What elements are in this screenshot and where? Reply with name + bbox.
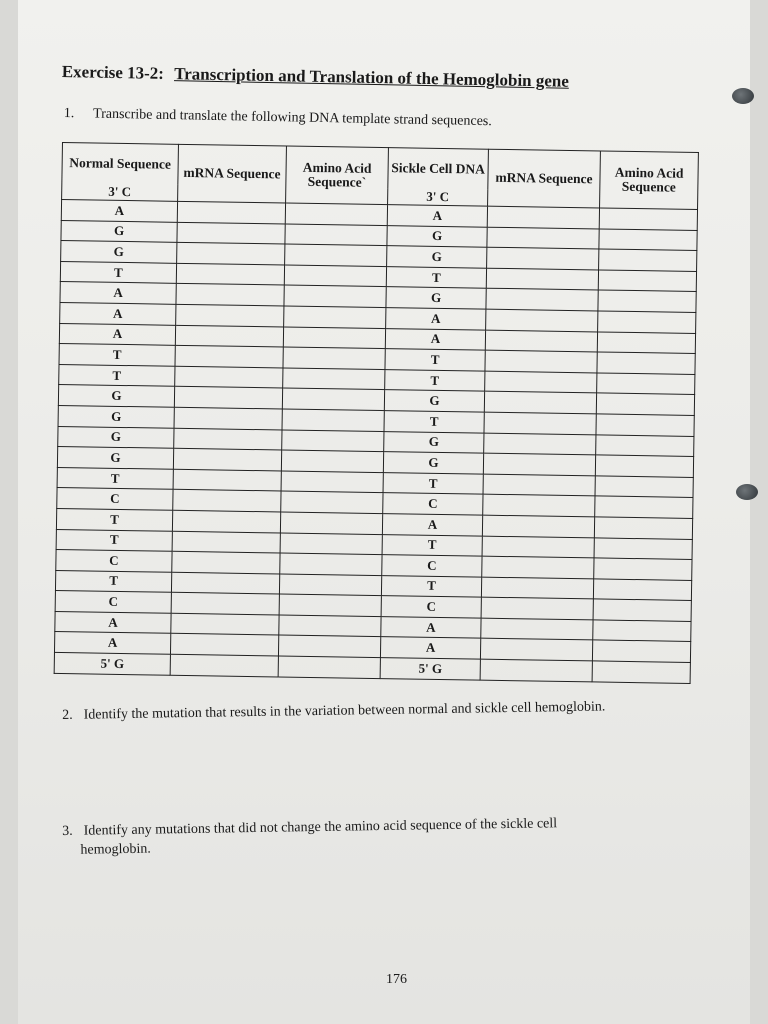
mrna-2-cell[interactable] (487, 206, 599, 228)
mrna-2-cell[interactable] (482, 536, 594, 558)
question-2 (62, 695, 742, 725)
amino-acid-2-cell[interactable] (592, 661, 690, 683)
amino-acid-1-cell[interactable] (284, 306, 386, 328)
mrna-2-cell[interactable] (481, 618, 593, 640)
mrna-1-cell[interactable] (173, 469, 281, 491)
mrna-2-cell[interactable] (487, 247, 599, 269)
normal-base-cell: G (61, 220, 177, 242)
amino-acid-2-cell[interactable] (597, 352, 695, 374)
mrna-2-cell[interactable] (481, 577, 593, 599)
exercise-heading (62, 62, 662, 94)
amino-acid-1-cell[interactable] (285, 203, 387, 225)
mrna-2-cell[interactable] (484, 392, 596, 414)
normal-base-cell: A (55, 611, 171, 633)
normal-base-cell: G (58, 385, 174, 407)
exercise-number: Exercise 13-2: (61, 62, 165, 83)
sickle-base-cell: A (381, 616, 481, 638)
normal-base-cell: A (54, 632, 170, 654)
amino-acid-2-cell[interactable] (596, 393, 694, 415)
sequence-table (54, 142, 699, 684)
question-3 (62, 812, 703, 860)
mrna-2-cell[interactable] (486, 309, 598, 331)
instruction-number: 1. (63, 106, 75, 122)
binder-ring-icon (732, 88, 754, 104)
question-3-text-line2: hemoglobin. (80, 841, 151, 858)
mrna-1-cell[interactable] (176, 304, 284, 326)
mrna-2-cell[interactable] (482, 515, 594, 537)
page-number: 176 (386, 972, 407, 987)
amino-acid-2-cell[interactable] (595, 476, 693, 498)
question-2-number: 2. (62, 707, 73, 723)
header-amino-acid-sequence-2: Amino Acid Sequence (600, 151, 699, 210)
mrna-2-cell[interactable] (485, 371, 597, 393)
amino-acid-1-cell[interactable] (279, 574, 381, 596)
mrna-2-cell[interactable] (483, 474, 595, 496)
exercise-title: Transcription and Translation of the Hemoglobin gene (173, 64, 570, 91)
worksheet-page (18, 0, 750, 1024)
header-normal-3prime: 3' C (62, 183, 178, 201)
amino-acid-1-cell[interactable] (282, 388, 384, 410)
normal-base-cell: 5' G (54, 653, 170, 675)
amino-acid-1-cell[interactable] (284, 285, 386, 307)
sickle-base-cell: G (384, 390, 484, 412)
amino-acid-1-cell[interactable] (283, 347, 385, 369)
sickle-base-cell: C (382, 555, 482, 577)
sickle-base-cell: T (382, 534, 482, 556)
mrna-1-cell[interactable] (177, 201, 285, 223)
amino-acid-2-cell[interactable] (597, 373, 695, 395)
amino-acid-1-cell[interactable] (285, 244, 387, 266)
sickle-base-cell: A (387, 205, 487, 227)
mrna-2-cell[interactable] (483, 453, 595, 475)
amino-acid-2-cell[interactable] (596, 434, 694, 456)
mrna-1-cell[interactable] (170, 634, 278, 656)
amino-acid-1-cell[interactable] (280, 532, 382, 554)
amino-acid-2-cell[interactable] (597, 331, 695, 353)
mrna-1-cell[interactable] (171, 613, 279, 635)
amino-acid-2-cell[interactable] (593, 599, 691, 621)
mrna-1-cell[interactable] (176, 284, 284, 306)
amino-acid-2-cell[interactable] (599, 229, 697, 251)
normal-base-cell: C (55, 591, 171, 613)
header-mrna-sequence-2: mRNA Sequence (488, 149, 601, 208)
header-amino-acid-sequence-1: Amino Acid Sequence` (286, 146, 389, 205)
sickle-base-cell: G (383, 452, 483, 474)
mrna-2-cell[interactable] (483, 494, 595, 516)
mrna-1-cell[interactable] (171, 572, 279, 594)
question-3-number: 3. (62, 823, 73, 839)
normal-base-cell: T (55, 570, 171, 592)
mrna-2-cell[interactable] (486, 289, 598, 311)
sickle-base-cell: G (384, 431, 484, 453)
header-sickle-cell-dna: Sickle Cell DNA (388, 148, 489, 190)
normal-base-cell: C (57, 488, 173, 510)
mrna-1-cell[interactable] (173, 448, 281, 470)
header-normal-sequence: Normal Sequence (62, 143, 179, 185)
amino-acid-2-cell[interactable] (598, 290, 696, 312)
amino-acid-1-cell[interactable] (279, 615, 381, 637)
amino-acid-2-cell[interactable] (593, 579, 691, 601)
amino-acid-1-cell[interactable] (281, 471, 383, 493)
mrna-2-cell[interactable] (485, 330, 597, 352)
mrna-2-cell[interactable] (484, 412, 596, 434)
normal-base-cell: T (57, 467, 173, 489)
amino-acid-1-cell[interactable] (279, 594, 381, 616)
mrna-2-cell[interactable] (487, 227, 599, 249)
mrna-1-cell[interactable] (173, 490, 281, 512)
amino-acid-2-cell[interactable] (598, 311, 696, 333)
question-2-text: Identify the mutation that results in the variation between normal and sickle cell hemoglobin. (83, 699, 606, 723)
normal-base-cell: T (59, 344, 175, 366)
amino-acid-2-cell[interactable] (594, 558, 692, 580)
normal-base-cell: G (58, 405, 174, 427)
amino-acid-1-cell[interactable] (281, 491, 383, 513)
binder-ring-icon (736, 484, 758, 500)
sickle-base-cell: A (385, 328, 485, 350)
sickle-base-cell: T (386, 266, 486, 288)
mrna-1-cell[interactable] (176, 263, 284, 285)
sickle-base-cell: C (383, 493, 483, 515)
normal-base-cell: G (61, 241, 177, 263)
sickle-base-cell: 5' G (380, 658, 480, 680)
normal-base-cell: A (61, 200, 177, 222)
normal-base-cell: T (56, 508, 172, 530)
mrna-2-cell[interactable] (482, 556, 594, 578)
normal-base-cell: A (60, 302, 176, 324)
mrna-1-cell[interactable] (170, 654, 278, 676)
amino-acid-2-cell[interactable] (594, 517, 692, 539)
mrna-2-cell[interactable] (481, 597, 593, 619)
mrna-1-cell[interactable] (171, 593, 279, 615)
normal-base-cell: A (60, 282, 176, 304)
sickle-base-cell: G (387, 246, 487, 268)
amino-acid-1-cell[interactable] (283, 327, 385, 349)
normal-base-cell: A (59, 323, 175, 345)
amino-acid-2-cell[interactable] (593, 620, 691, 642)
amino-acid-1-cell[interactable] (278, 656, 380, 678)
amino-acid-2-cell[interactable] (599, 208, 697, 230)
instruction-line (64, 106, 492, 130)
mrna-2-cell[interactable] (485, 350, 597, 372)
sickle-base-cell: A (386, 308, 486, 330)
sickle-base-cell: T (383, 472, 483, 494)
amino-acid-1-cell[interactable] (285, 224, 387, 246)
amino-acid-2-cell[interactable] (598, 270, 696, 292)
mrna-2-cell[interactable] (480, 639, 592, 661)
mrna-1-cell[interactable] (174, 407, 282, 429)
mrna-1-cell[interactable] (174, 387, 282, 409)
mrna-1-cell[interactable] (177, 243, 285, 265)
mrna-1-cell[interactable] (172, 531, 280, 553)
normal-base-cell: T (60, 261, 176, 283)
amino-acid-1-cell[interactable] (278, 635, 380, 657)
normal-base-cell: T (56, 529, 172, 551)
amino-acid-2-cell[interactable] (595, 496, 693, 518)
sickle-base-cell: G (387, 225, 487, 247)
header-mrna-sequence-1: mRNA Sequence (178, 144, 287, 203)
mrna-2-cell[interactable] (484, 433, 596, 455)
mrna-1-cell[interactable] (174, 428, 282, 450)
sequence-table-wrapper (54, 142, 699, 684)
mrna-1-cell[interactable] (175, 366, 283, 388)
normal-base-cell: T (59, 364, 175, 386)
sickle-base-cell: T (385, 349, 485, 371)
mrna-1-cell[interactable] (172, 510, 280, 532)
mrna-1-cell[interactable] (175, 345, 283, 367)
mrna-2-cell[interactable] (486, 268, 598, 290)
mrna-2-cell[interactable] (480, 659, 592, 681)
header-sickle-3prime: 3' C (388, 188, 488, 206)
normal-base-cell: G (57, 447, 173, 469)
sickle-base-cell: C (381, 596, 481, 618)
amino-acid-1-cell[interactable] (281, 450, 383, 472)
question-3-text-line1: Identify any mutations that did not change the amino acid sequence of the sickle cell (83, 816, 558, 839)
amino-acid-1-cell[interactable] (284, 265, 386, 287)
sickle-base-cell: A (380, 637, 480, 659)
amino-acid-1-cell[interactable] (282, 409, 384, 431)
amino-acid-1-cell[interactable] (282, 430, 384, 452)
amino-acid-1-cell[interactable] (280, 553, 382, 575)
sickle-base-cell: G (386, 287, 486, 309)
instruction-text: Transcribe and translate the following DNA template strand sequences. (92, 106, 492, 130)
sickle-base-cell: A (382, 513, 482, 535)
amino-acid-1-cell[interactable] (283, 368, 385, 390)
amino-acid-2-cell[interactable] (595, 455, 693, 477)
amino-acid-2-cell[interactable] (599, 249, 697, 271)
amino-acid-2-cell[interactable] (592, 640, 690, 662)
amino-acid-2-cell[interactable] (596, 414, 694, 436)
sickle-base-cell: T (384, 411, 484, 433)
mrna-1-cell[interactable] (175, 325, 283, 347)
sickle-base-cell: T (385, 369, 485, 391)
amino-acid-1-cell[interactable] (280, 512, 382, 534)
amino-acid-2-cell[interactable] (594, 537, 692, 559)
sequence-table-body (54, 200, 697, 684)
normal-base-cell: C (56, 550, 172, 572)
mrna-1-cell[interactable] (177, 222, 285, 244)
mrna-1-cell[interactable] (172, 551, 280, 573)
sickle-base-cell: T (381, 575, 481, 597)
normal-base-cell: G (58, 426, 174, 448)
